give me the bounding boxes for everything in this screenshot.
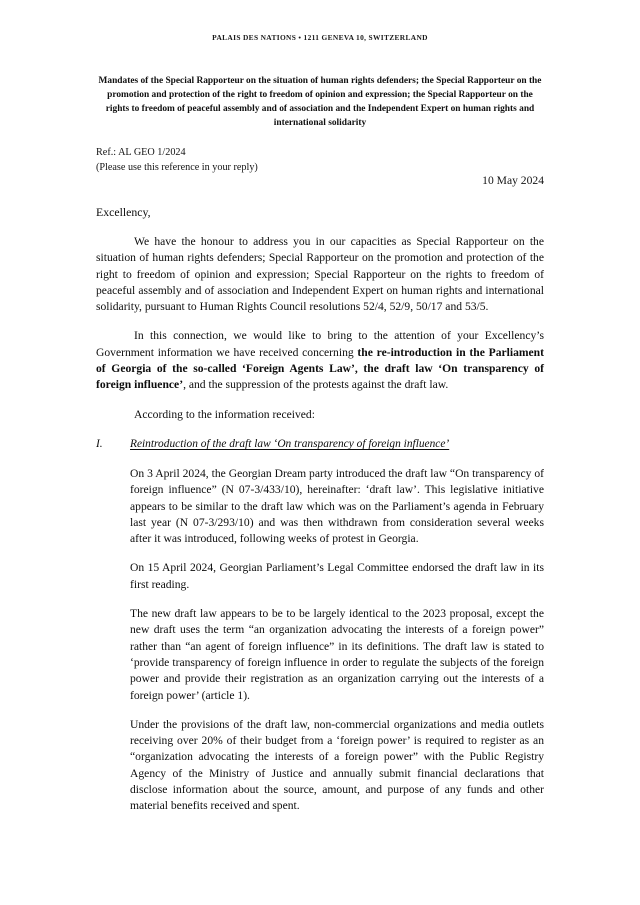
- paragraph-according-to-information: According to the information received:: [134, 407, 315, 421]
- reference-number: Ref.: AL GEO 1/2024: [96, 147, 186, 158]
- paragraph-mandate-capacities: We have the honour to address you in our capacities as Special Rapporteur on the situation of human rights defenders; Special Rapporteur on the promotion and protection of the right to freedom of opinion and expression; Special Rapporteur on the rights to freedom of peaceful assembly and of association and Independent Expert on human rights and international solidarity, pursuant to Human Rights Council resolutions 52/4, 52/9, 50/17 and 53/5.: [96, 235, 544, 314]
- letterhead-address: PALAIS DES NATIONS • 1211 GENEVA 10, SWITZERLAND: [212, 33, 428, 42]
- paragraph-subject-tail: , and the suppression of the protests against the draft law.: [183, 378, 449, 392]
- paragraph-subject-matter: [96, 328, 544, 393]
- letter-date: 10 May 2024: [482, 174, 544, 187]
- salutation: Excellency,: [96, 205, 151, 219]
- paragraph-registration-provisions: Under the provisions of the draft law, non-commercial organizations and media outlets receiving over 20% of their budget from a ‘foreign power’ is required to register as an “organization advocating the interests of a foreign power” with the Public Registry Agency of the Ministry of Justice and annually submit financial declarations that disclose information about the source, amount, and purpose of any funds and other material benefits received and spent.: [130, 717, 544, 813]
- letter-body: [96, 204, 544, 828]
- section-title: Reintroduction of the draft law ‘On transparency of foreign influence’: [130, 437, 450, 450]
- reference-block: [96, 146, 258, 175]
- mandates-title: Mandates of the Special Rapporteur on the situation of human rights defenders; the Special Rapporteur on the promotion and protection of the right to freedom of opinion and expression; the Special Rapporteur on the rights to freedom of peaceful assembly and of association and the Independent Expert on human rights and international solidarity: [98, 76, 542, 129]
- paragraph-subject-lead: In this connection, we would like to bring to the attention of your Excellency’s Government information we have received concerning: [96, 329, 544, 359]
- section-number: I.: [96, 437, 103, 450]
- paragraph-subject-bold: the re-introduction in the Parliament of Georgia of the so-called ‘Foreign Agents Law’, the draft law ‘On transparency of foreign influence’: [96, 345, 544, 392]
- section-heading-1: [96, 436, 544, 452]
- reference-instruction: (Please use this reference in your reply): [96, 161, 258, 173]
- paragraph-introduction-april-3: On 3 April 2024, the Georgian Dream party introduced the draft law “On transparency of foreign influence” (N 07-3/433/10), hereinafter: ‘draft law’. This legislative initiative appears to be similar to the draft law which was on the Parliament’s agenda in February last year (N 07-3/293/10) and was then withdrawn from consideration several weeks after it was introduced, following weeks of protest in Georgia.: [130, 466, 544, 546]
- paragraph-legal-committee-april-15: On 15 April 2024, Georgian Parliament’s Legal Committee endorsed the draft law in its first reading.: [130, 561, 544, 591]
- paragraph-comparison-2023-proposal: The new draft law appears to be to be largely identical to the 2023 proposal, except the new draft uses the term “an organization advocating the interests of a foreign power” rather than “an agent of foreign influence” in its definitions. The draft law is stated to ‘provide transparency of foreign influence in order to regulate the subjects of the foreign power and provide their registration as an organization carrying out the interests of a foreign power’ (article 1).: [130, 607, 544, 702]
